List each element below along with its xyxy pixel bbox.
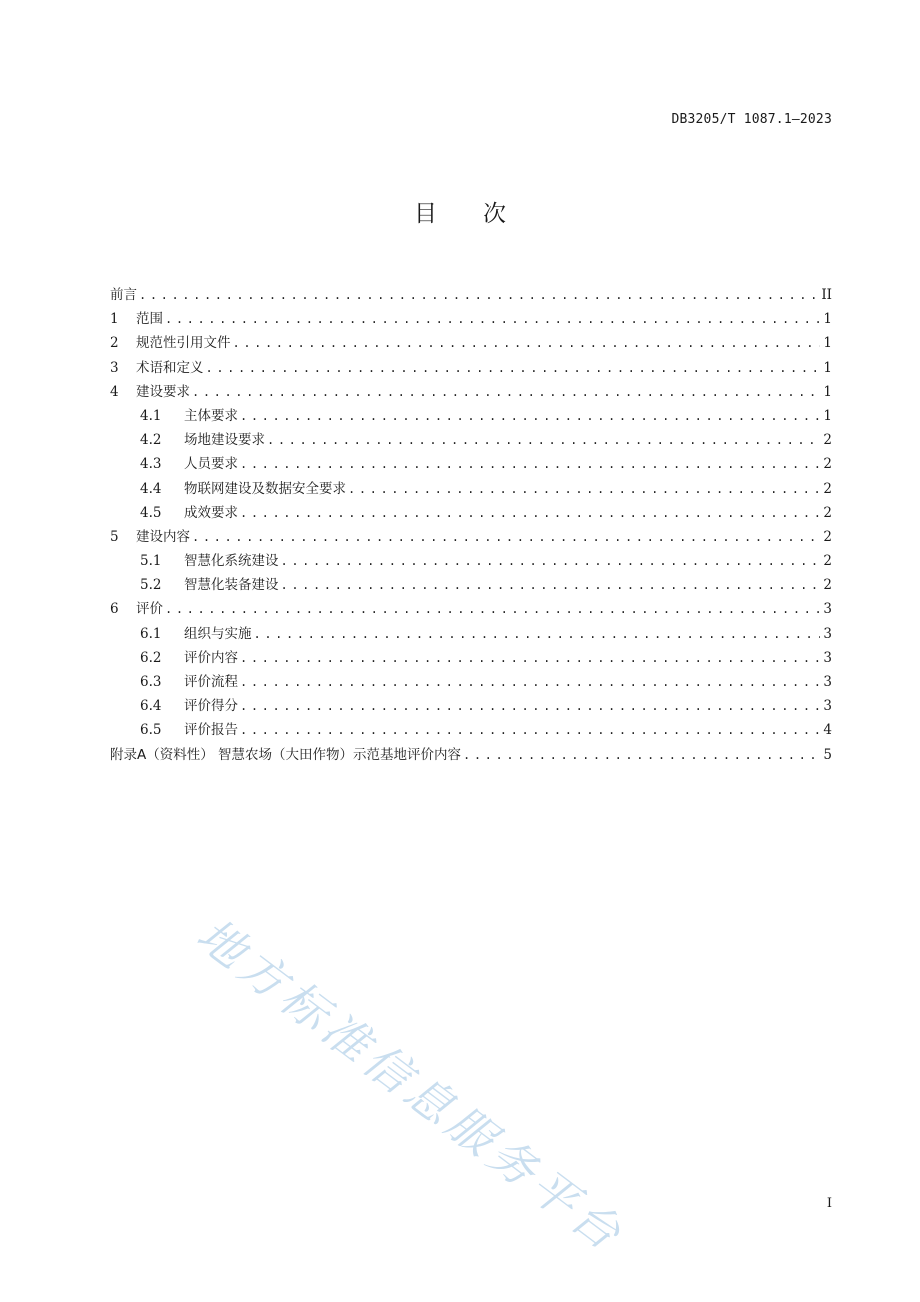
toc-entry-title: 智慧化装备建设 [184, 577, 279, 594]
toc-entry-number: 2 [110, 335, 119, 352]
toc-dot-leader [463, 743, 820, 767]
toc-entry-page: II [821, 287, 832, 303]
toc-dot-leader [233, 331, 821, 355]
toc-dot-leader [240, 694, 820, 718]
toc-entry-title: 成效要求 [184, 504, 238, 521]
toc-list [110, 283, 832, 767]
toc-entry-title: 术语和定义 [136, 359, 204, 376]
toc-entry-number: 6.5 [140, 722, 162, 739]
toc-entry-page: 3 [823, 698, 832, 715]
toc-entry-page: 1 [823, 359, 832, 376]
toc-entry[interactable] [110, 477, 832, 501]
toc-entry-page: 2 [823, 432, 832, 449]
toc-dot-leader [240, 646, 820, 670]
toc-dot-leader [240, 718, 820, 742]
toc-entry[interactable] [110, 622, 832, 646]
toc-entry-number: 1 [110, 311, 119, 328]
toc-entry-title: 物联网建设及数据安全要求 [184, 480, 346, 497]
toc-dot-leader [240, 404, 820, 428]
toc-entry[interactable] [110, 331, 832, 355]
page-number: I [826, 1196, 832, 1211]
toc-entry-number: 5.2 [140, 577, 162, 594]
toc-entry[interactable] [110, 646, 832, 670]
toc-entry-number: 5 [110, 528, 119, 545]
toc-dot-leader [165, 597, 820, 621]
toc-entry[interactable] [110, 356, 832, 380]
toc-entry-title: 建设内容 [136, 528, 190, 545]
toc-entry-number: 6.3 [140, 674, 162, 690]
toc-entry[interactable] [110, 307, 832, 331]
toc-dot-leader [165, 307, 820, 331]
toc-entry-number: 4.2 [140, 432, 162, 449]
toc-entry-page: 3 [823, 649, 832, 666]
toc-entry-number: 4.1 [140, 407, 162, 424]
toc-dot-leader [139, 283, 818, 307]
toc-entry-number: 6 [110, 601, 119, 618]
toc-heading: 目次 [414, 201, 552, 227]
toc-entry-page: 2 [823, 456, 832, 473]
toc-entry-number: 6.2 [140, 649, 162, 666]
toc-entry-page: 1 [823, 407, 832, 424]
toc-entry-page: 1 [823, 335, 832, 352]
toc-entry[interactable] [110, 428, 832, 452]
toc-dot-leader [254, 622, 821, 646]
toc-entry[interactable] [110, 670, 832, 694]
toc-entry-title: 组织与实施 [184, 625, 252, 642]
toc-entry-number: 4.4 [140, 480, 162, 497]
toc-entry-page: 5 [823, 746, 832, 763]
toc-entry-number: 6.4 [140, 698, 162, 715]
toc-entry-title: 评价报告 [184, 722, 238, 739]
toc-entry-page: 1 [823, 311, 832, 328]
toc-entry-page: 2 [823, 553, 832, 570]
toc-entry-number: 3 [110, 359, 119, 376]
toc-entry-title: 附录A（资料性） 智慧农场（大田作物）示范基地评价内容 [110, 746, 462, 763]
toc-dot-leader [281, 573, 821, 597]
toc-entry-page: 3 [823, 674, 832, 690]
toc-entry-title: 主体要求 [184, 407, 238, 424]
toc-entry-number: 5.1 [140, 553, 162, 570]
toc-dot-leader [192, 525, 820, 549]
toc-entry[interactable] [110, 283, 832, 307]
toc-entry-page: 2 [823, 528, 832, 545]
toc-entry-title: 评价内容 [184, 649, 238, 666]
toc-entry[interactable] [110, 743, 832, 767]
toc-entry[interactable] [110, 694, 832, 718]
toc-entry-title: 范围 [136, 311, 163, 328]
toc-dot-leader [206, 356, 821, 380]
toc-entry-page: 4 [823, 722, 832, 739]
toc-entry-page: 2 [823, 480, 832, 497]
toc-entry[interactable] [110, 549, 832, 573]
toc-entry-title: 评价 [136, 601, 163, 618]
toc-dot-leader [348, 477, 820, 501]
toc-entry[interactable] [110, 501, 832, 525]
toc-entry-number: 4 [110, 383, 119, 400]
toc-dot-leader [240, 670, 820, 694]
watermark: 地方标准信息服务平台 [187, 907, 635, 1264]
toc-entry-title: 评价得分 [184, 698, 238, 715]
toc-entry-title: 建设要求 [136, 383, 190, 400]
toc-dot-leader [192, 380, 820, 404]
toc-entry-title: 评价流程 [184, 674, 238, 690]
toc-entry[interactable] [110, 718, 832, 742]
toc-entry[interactable] [110, 597, 832, 621]
toc-dot-leader [240, 501, 820, 525]
toc-entry-number: 6.1 [140, 625, 162, 642]
toc-dot-leader [267, 428, 820, 452]
toc-entry-title: 场地建设要求 [184, 432, 265, 449]
toc-entry[interactable] [110, 380, 832, 404]
toc-entry-title: 规范性引用文件 [136, 335, 231, 352]
toc-entry[interactable] [110, 452, 832, 476]
toc-entry-title: 前言 [110, 287, 137, 303]
toc-entry[interactable] [110, 573, 832, 597]
toc-entry[interactable] [110, 525, 832, 549]
toc-entry-page: 3 [823, 625, 832, 642]
toc-entry-title: 智慧化系统建设 [184, 553, 279, 570]
toc-entry-page: 2 [823, 504, 832, 521]
toc-entry[interactable] [110, 404, 832, 428]
toc-entry-number: 4.5 [140, 504, 162, 521]
toc-dot-leader [240, 452, 820, 476]
toc-entry-page: 2 [823, 577, 832, 594]
toc-entry-number: 4.3 [140, 456, 162, 473]
document-code: DB3205/T 1087.1—2023 [671, 112, 832, 127]
toc-entry-page: 1 [823, 383, 832, 400]
toc-dot-leader [281, 549, 821, 573]
toc-entry-page: 3 [823, 601, 832, 618]
toc-entry-title: 人员要求 [184, 456, 238, 473]
